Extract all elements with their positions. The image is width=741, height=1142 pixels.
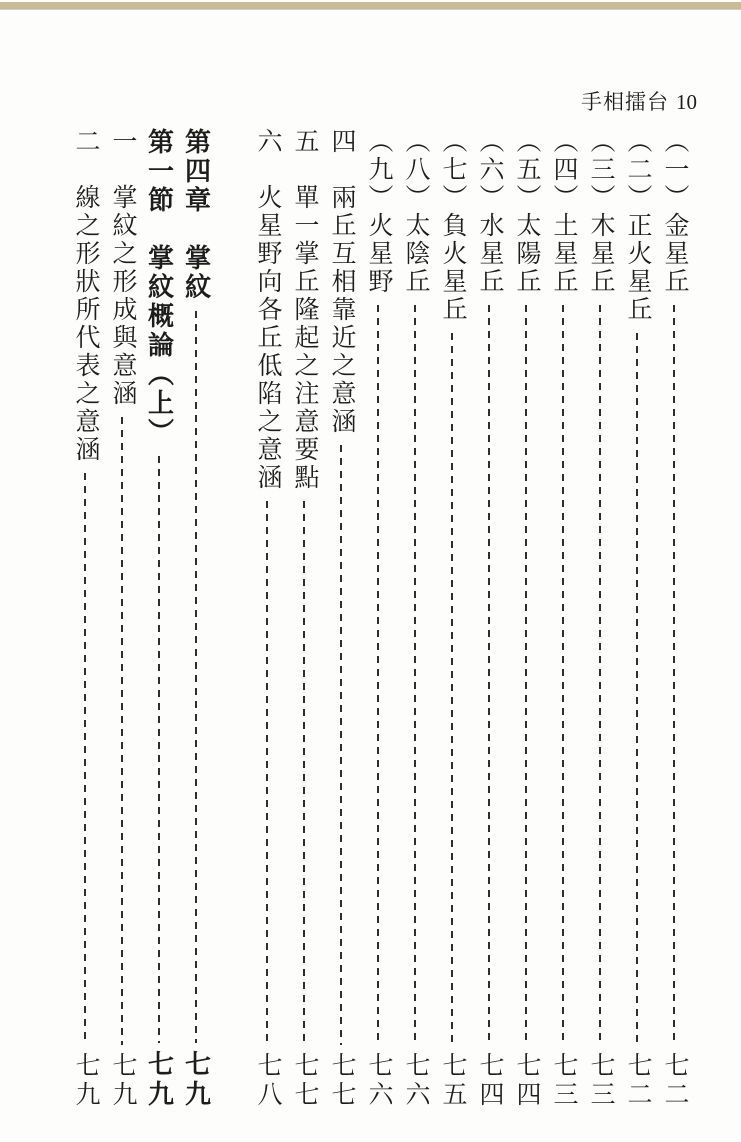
toc-entry-page-number: 七八 [254,1052,281,1110]
toc-entry-title: 六 火星野向各丘低陷之意涵 [254,128,281,492]
arabic-page-number: 10 [676,90,697,114]
dashed-leader-line [451,333,453,1045]
toc-entry-title: （六）水星丘 [476,128,503,296]
dashed-leader-line [195,311,197,1043]
toc-entry-page-number: 七九 [109,1052,136,1110]
toc-entry [437,128,467,1110]
dashed-leader-line [488,305,490,1045]
dashed-leader-line [158,456,160,1043]
dashed-leader-line [562,305,564,1045]
toc-entry-title: 第四章 掌紋 [181,128,211,302]
toc-entry-title: （七）負火星丘 [439,128,466,324]
dashed-leader-line [599,305,601,1045]
running-header [581,86,697,116]
toc-entry [474,128,504,1110]
toc-entry-page-number: 七九 [181,1050,211,1110]
dashed-leader-line [414,305,416,1045]
toc-entry [622,128,652,1110]
toc-entry [144,128,174,1110]
toc-entry-page-number: 七七 [291,1052,318,1110]
dashed-leader-line [266,501,268,1045]
toc-entry-title: （四）土星丘 [550,128,577,296]
toc-entry-title: （二）正火星丘 [624,128,651,324]
toc-entry-page-number: 七二 [624,1052,651,1110]
toc-entry-page-number: 七四 [476,1052,503,1110]
toc-entry [363,128,393,1110]
toc-entry-page-number: 七四 [513,1052,540,1110]
toc-entry-page-number: 七九 [144,1050,174,1110]
dashed-leader-line [636,333,638,1045]
toc-entry-page-number: 七九 [72,1052,99,1110]
toc-entry-title: （一）金星丘 [661,128,688,296]
toc-entry [400,128,430,1110]
toc-entry [70,128,100,1110]
toc-entry [511,128,541,1110]
dashed-leader-line [303,501,305,1045]
toc-entry [326,128,356,1110]
toc-entry-title: 五 單一掌丘隆起之注意要點 [291,128,318,492]
toc-entry-page-number: 七三 [550,1052,577,1110]
toc-entry-title: （五）太陽丘 [513,128,540,296]
toc-entry-page-number: 七七 [328,1052,355,1110]
toc-entry-title: 四 兩丘互相靠近之意涵 [328,128,355,436]
dashed-leader-line [525,305,527,1045]
toc-entry-page-number: 七六 [402,1052,429,1110]
toc-entry [289,128,319,1110]
toc-entry-title: 二 線之形狀所代表之意涵 [72,128,99,464]
dashed-leader-line [377,305,379,1045]
dashed-leader-line [121,417,123,1045]
toc-entry-title: （九）火星野 [365,128,392,296]
toc-entry [659,128,689,1110]
toc-entry-page-number: 七三 [587,1052,614,1110]
toc-entry-page-number: 七五 [439,1052,466,1110]
table-of-contents [58,128,689,1110]
dashed-leader-line [84,473,86,1045]
page-top-edge-band [0,2,741,9]
toc-entry [548,128,578,1110]
dashed-leader-line [340,445,342,1045]
toc-entry [107,128,137,1110]
toc-entry-page-number: 七二 [661,1052,688,1110]
book-title: 手相擂台 [581,90,669,114]
toc-entry-title: 一 掌紋之形成與意涵 [109,128,136,408]
toc-entry [181,128,211,1110]
dashed-leader-line [673,305,675,1045]
toc-entry [585,128,615,1110]
toc-entry-title: 第一節 掌紋概論（上） [144,128,174,447]
toc-entry [252,128,282,1110]
toc-entry-page-number: 七六 [365,1052,392,1110]
toc-entry-title: （八）太陰丘 [402,128,429,296]
toc-entry-title: （三）木星丘 [587,128,614,296]
